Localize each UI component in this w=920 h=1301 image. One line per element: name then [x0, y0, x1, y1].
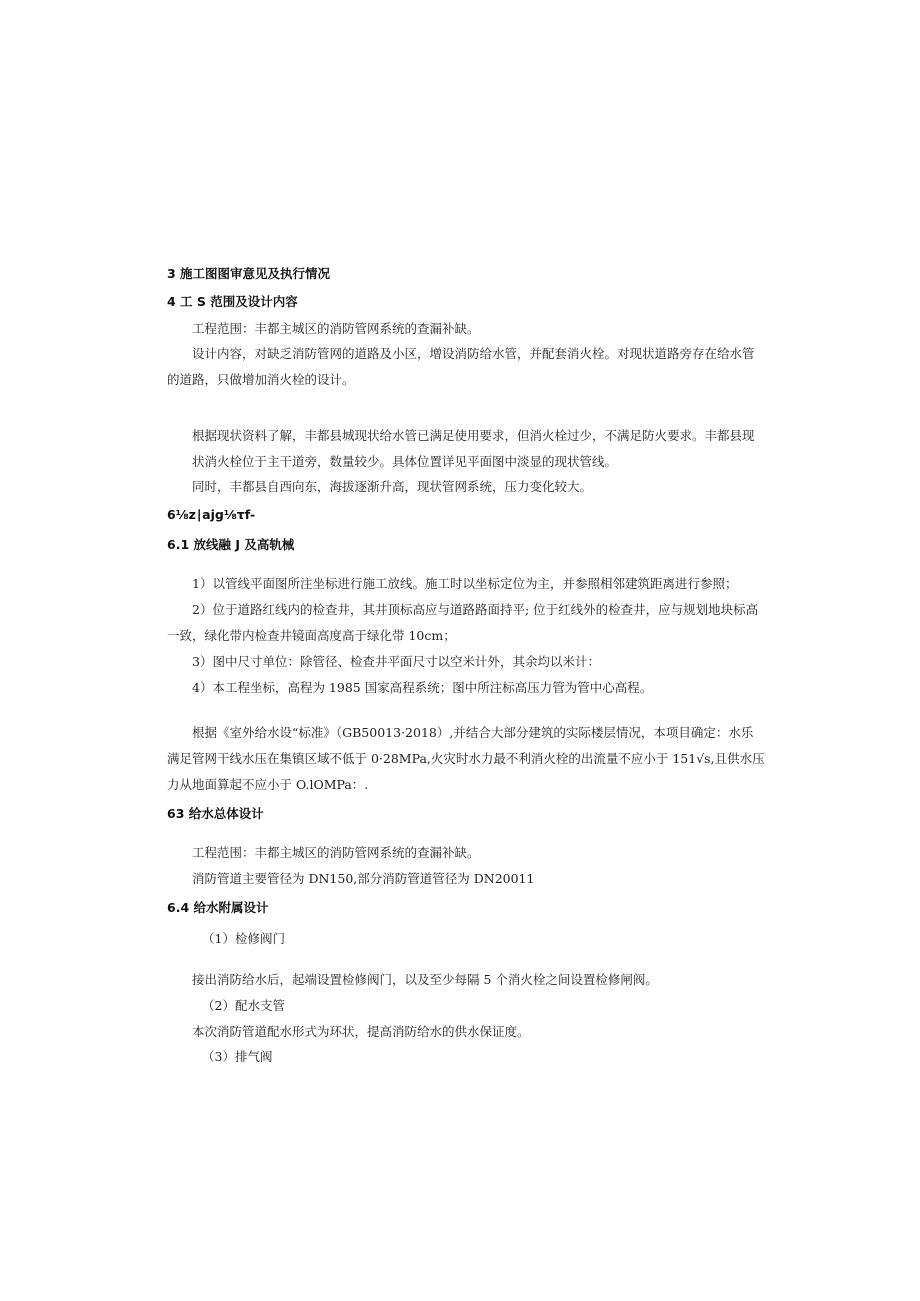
pressure-paragraph-line-1: 根据《室外给水设“标准》（GB50013·2018）,并结合大部分建筑的实际楼层情况，本项目确定：水乐: [192, 725, 754, 740]
section-6-3-heading: 63 给水总体设计: [167, 806, 264, 821]
section-6-4-heading: 6.4 给水附属设计: [167, 900, 269, 915]
section-6-1-item-2-line-2: 一致，绿化带内检查井镜面高度高于绿化带 10cm；: [167, 628, 456, 643]
section-6-4-item-2-title: （2）配水支管: [202, 998, 285, 1013]
section-6-1-item-2-line-1: 2）位于道路红线内的检查井，其井顶标高应与道路路面持平; 位于红线外的检查井，应与规划地块标高: [192, 602, 759, 617]
status-paragraph-line-3: 同时，丰都县自西向东，海拔逐渐升高，现状管网系统，压力变化较大。: [192, 479, 593, 494]
status-paragraph-line-2: 状消火栓位于主干道旁，数量较少。具体位置详见平面图中淡显的现状管线。: [192, 454, 618, 469]
section-6-heading: 6⅛z∣ajg⅛τf-: [167, 507, 256, 522]
section-6-1-item-1: 1）以管线平面图所注坐标进行施工放线。施工时以坐标定位为主，并参照相邻建筑距离进行参照；: [192, 576, 738, 591]
pressure-paragraph-line-3: 力从地面算起不应小于 O.lOMPa：.: [167, 777, 369, 792]
pressure-paragraph-line-2: 满足管网干线水压在集镇区域不低于 0·28MPa,火灾时水力最不利消火栓的出流量不应小于 151√s,且供水压: [167, 751, 765, 766]
section-4-heading: 4 工 S 范围及设计内容: [167, 294, 298, 309]
section-6-4-item-2-text: 本次消防管道配水形式为环状，提高消防给水的供水保证度。: [192, 1024, 530, 1039]
section-6-3-diameter: 消防管道主要管径为 DN150,部分消防管道管径为 DN20011: [192, 871, 535, 886]
status-paragraph-line-1: 根据现状资料了解，丰都县城现状给水管已满足使用要求，但消火栓过少，不满足防火要求。丰都县现: [192, 428, 755, 443]
section-3-heading: 3 施工图图审意见及执行情况: [167, 266, 331, 281]
section-6-1-item-3: 3）图中尺寸单位：除管径、检查井平面尺寸以空米计外，其余均以米计：: [192, 654, 600, 669]
section-4-scope: 工程范围：丰都主城区的消防管网系统的查漏补缺。: [192, 321, 480, 336]
section-4-content-line-1: 设计内容，对缺乏消防管网的道路及小区，增设消防给水管，并配套消火栓。对现状道路旁存在给水管: [192, 346, 755, 361]
section-6-4-item-1-title: （1）检修阀门: [202, 931, 285, 946]
section-6-1-item-4: 4）本工程坐标，高程为 1985 国家高程系统；图中所注标高压力管为管中心高程。: [192, 680, 653, 695]
section-6-3-scope: 工程范围：丰都主城区的消防管网系统的查漏补缺。: [192, 845, 480, 860]
section-6-4-item-3-title: （3）排气阀: [202, 1049, 273, 1064]
section-4-content-line-2: 的道路，只做增加消火栓的设计。: [167, 372, 355, 387]
section-6-4-item-1-text: 接出消防给水后，起端设置检修阀门，以及至少每隔 5 个消火栓之间设置检修闸阀。: [192, 972, 658, 987]
section-6-1-heading: 6.1 放线融 J 及高轨械: [167, 537, 295, 552]
